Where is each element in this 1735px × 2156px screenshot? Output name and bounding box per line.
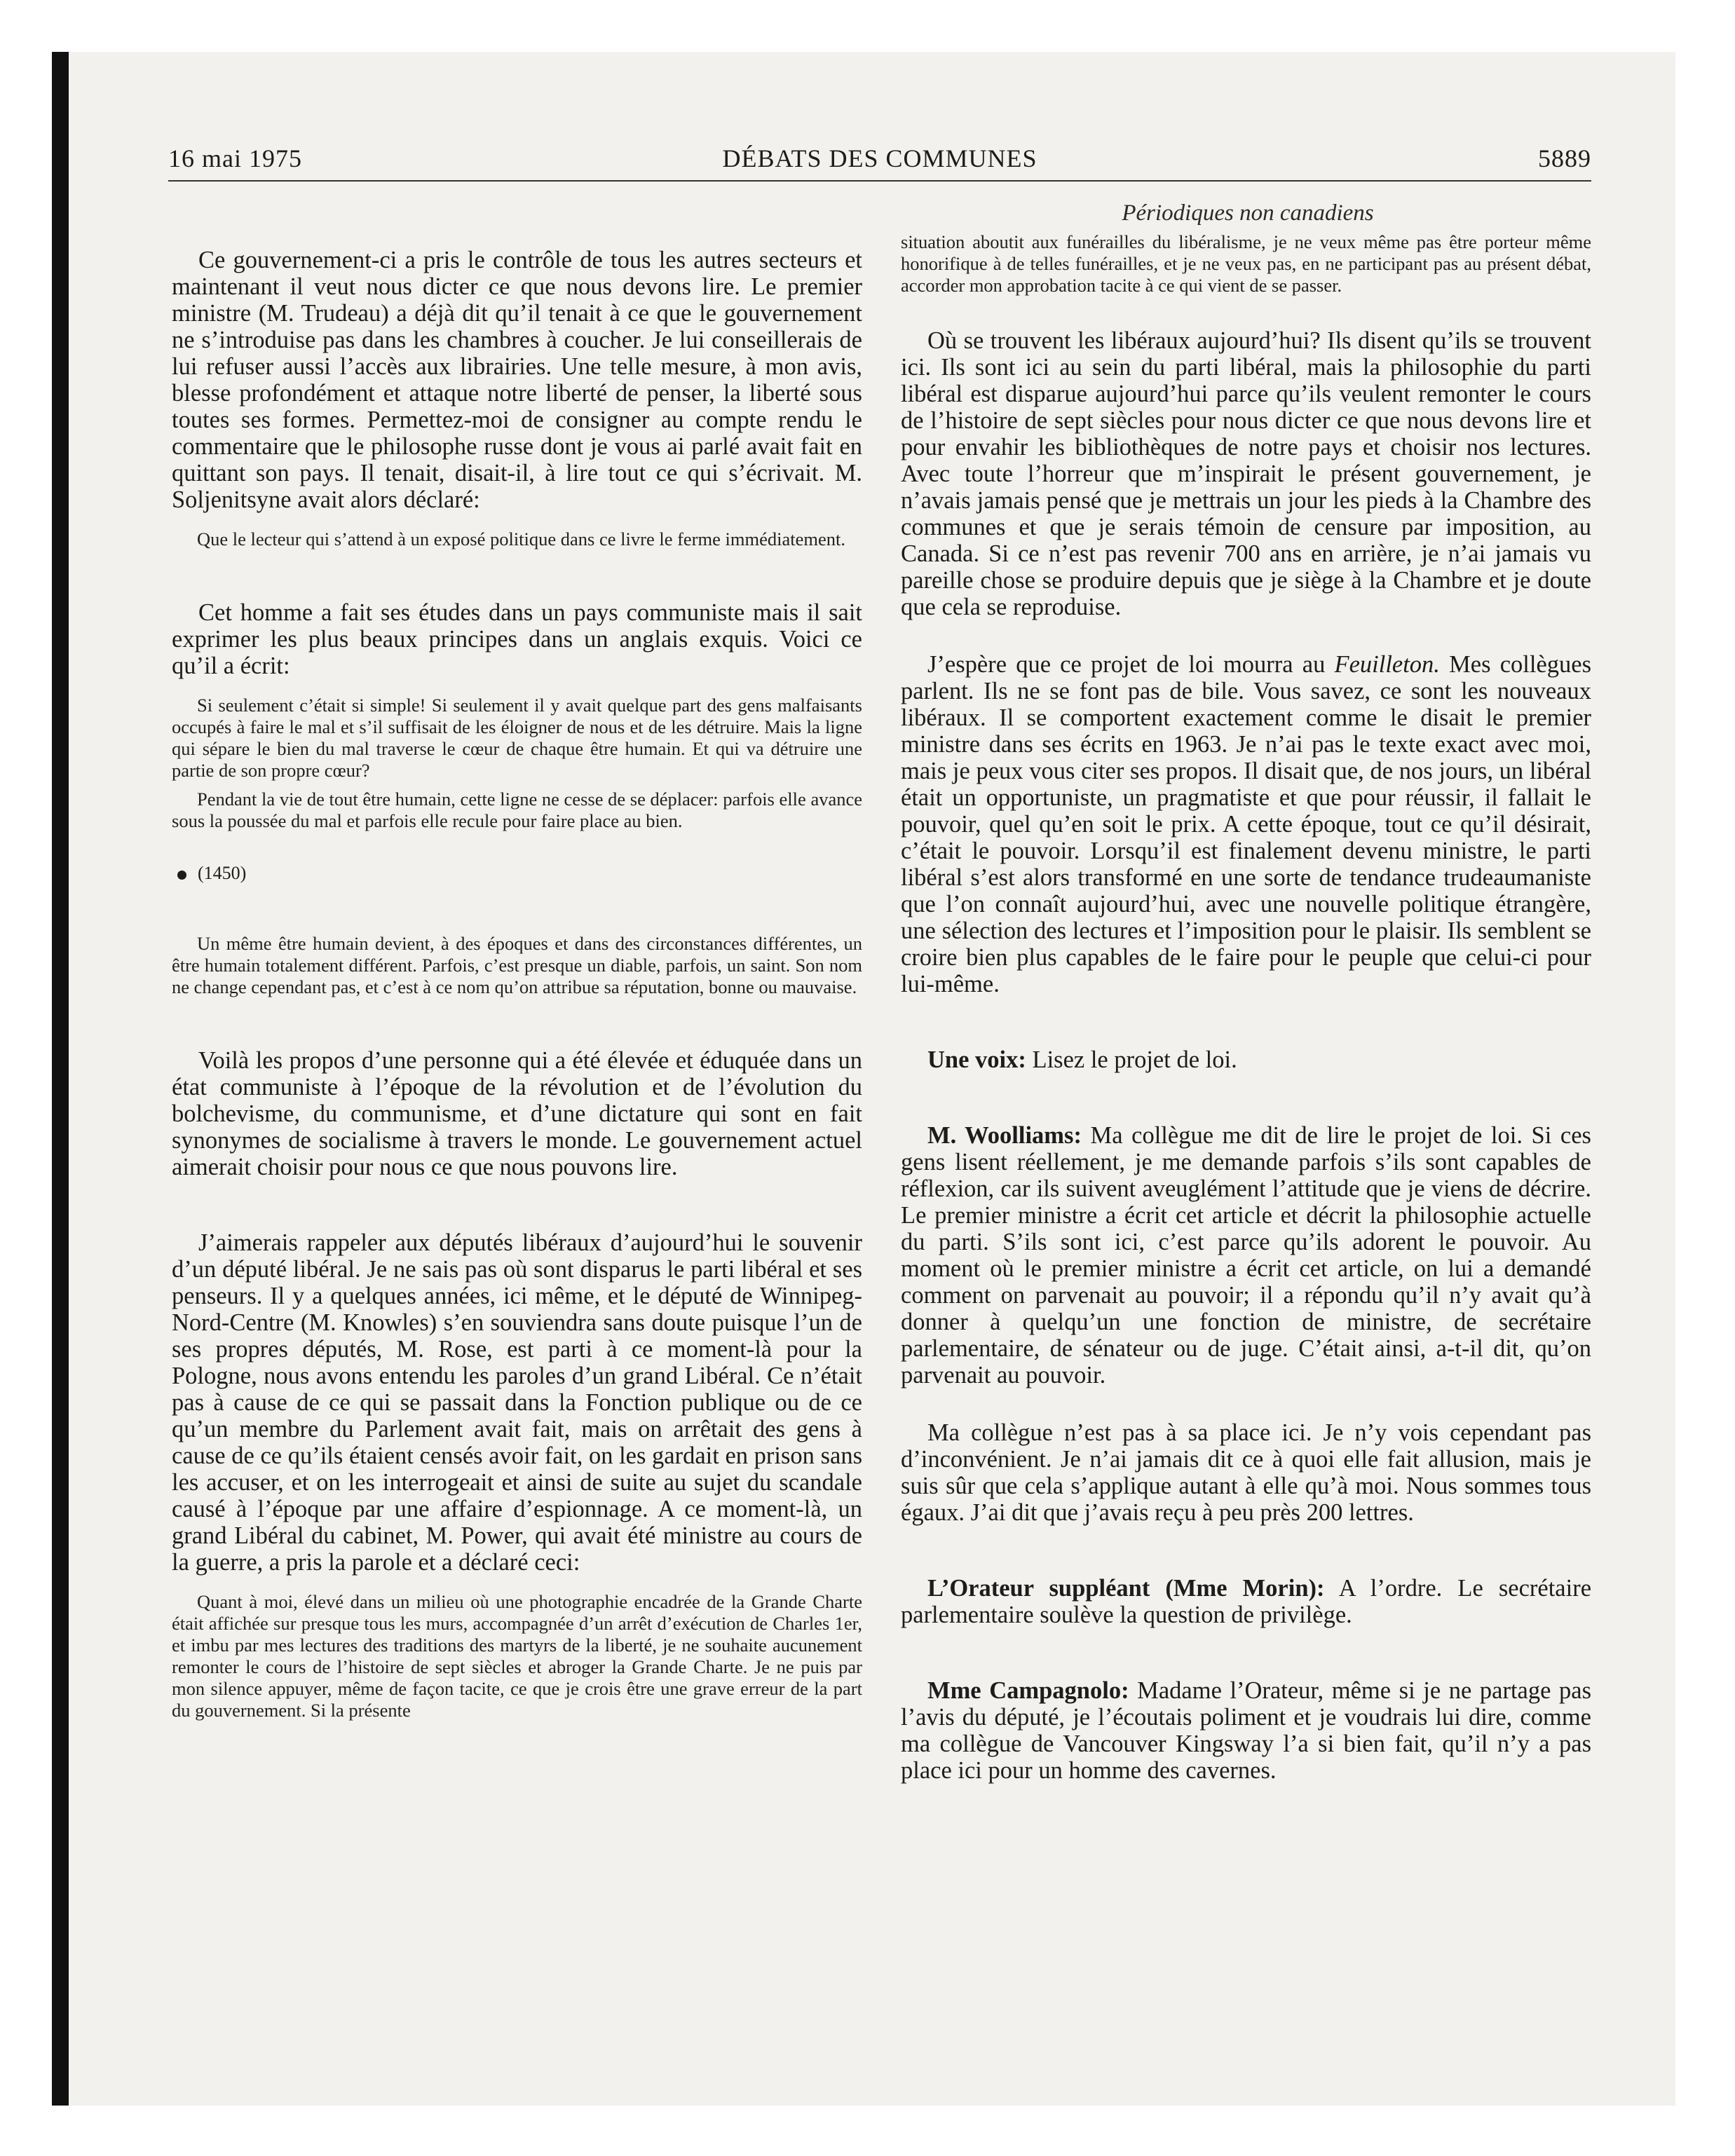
page-header [168,144,1591,182]
quotation: Que le lecteur qui s’attend à un exposé politique dans ce livre le ferme immédiatement. [197,528,845,550]
speaker-statement [901,1575,1591,1628]
paragraph: J’aimerais rappeler aux députés libéraux d’aujourd’hui le souvenir d’un député libéral. Je ne sais pas où sont disparus le parti libéral et ses penseurs. Il y a quelques années, ici même, et le député de Winnipeg-Nord-Centre (M. Knowles) s’en souviendra sans doute puisque l’un de ses propres députés, M. Rose, est parti à ce moment-là pour la Pologne, nous avons entendu les paroles d’un grand Libéral. Ce n’était pas à cause de ce qui se passait dans la Fonction publique ou de ce qu’un membre du Parlement avait fait, mais on arrêtait des gens à cause de ce qu’ils étaient censés avoir fait, on les gardait en prison sans les accuser, et on les interrogeait et ainsi de suite au sujet du scandale causé à l’époque par une affaire d’espionnage. A ce moment-là, un grand Libéral du cabinet, M. Power, qui avait été ministre au cours de la guerre, a pris la parole et a déclaré ceci: [172,1229,862,1576]
speaker-name: Mme Campagnolo: [927,1677,1129,1704]
paragraph: Ce gouvernement-ci a pris le contrôle de tous les autres secteurs et maintenant il veut nous dicter ce que nous devons lire. Le premier ministre (M. Trudeau) a déjà dit qu’il tenait à ce que le gouvernement ne s’introduise pas dans les chambres à coucher. Je lui conseillerais de lui refuser aussi l’accès aux librairies. Une telle mesure, à mon avis, blesse profondément et attaque notre liberté de penser, la liberté sous toutes ses formes. Permettez-moi de consigner au compte rendu le commentaire que le philosophe russe dont je vous ai parlé avait fait en quittant son pays. Il tenait, disait-il, à lire tout ce qui s’écrivait. M. Soljenitsyne avait alors déclaré: [172,247,862,513]
paragraph-text: J’espère que ce projet de loi mourra au [927,651,1335,678]
page-number: 5889 [1538,144,1591,172]
speaker-name: M. Woolliams: [927,1122,1082,1149]
bullet-icon [177,871,186,880]
speaker-statement [901,1046,1591,1073]
quotation: Quant à moi, élevé dans un milieu où une photographie encadrée de la Grande Charte était affichée sur presque tous les murs, accompagnée d’un arrêt d’exécution de Charles 1er, et imbu par mes lectures des traditions des martyrs de la liberté, je ne souhaite aucunement remonter le cours de l’histoire de sept siècles et abroger la Grande Charte. Je ne puis par mon silence appuyer, même de façon tacite, ce que je crois être une grave erreur de la part du gouvernement. Si la présente [172,1591,862,1721]
speaker-text: Lisez le projet de loi. [1026,1046,1237,1073]
speaker-text: Ma collègue me dit de lire le projet de loi. Si ces gens lisent réellement, je me demande parfois s’ils sont capables de réflexion, car ils suivent aveuglément l’attitude que je viens de décrire. Le premier ministre a écrit cet article et décrit la philosophie actuelle du parti. S’ils sont ici, c’est parce qu’ils adorent le pouvoir. Au moment où le premier ministre a écrit cet article, on lui a demandé comment on parvenait au pouvoir; il a répondu qu’il n’y avait qu’à donner à quelqu’un une fonction de ministre, de secrétaire parlementaire, de sénateur ou de juge. C’était ainsi, a-t-il dit, qu’on parvenait au pouvoir. [901,1122,1591,1389]
scan-binding-edge [52,52,69,2106]
paragraph [901,651,1591,997]
paragraph: Cet homme a fait ses études dans un pays communiste mais il sait exprimer les plus beaux principes dans un anglais exquis. Voici ce qu’il a écrit: [172,599,862,679]
paragraph: Voilà les propos d’une personne qui a été élevée et éduquée dans un état communiste à l’époque de la révolution et de l’évolution du bolchevisme, du communisme, et d’une dictature qui sont en fait synonymes de socialisme à travers le monde. Le gouvernement actuel aimerait choisir pour nous ce que nous pouvons lire. [172,1047,862,1180]
running-head: Périodiques non canadiens [1122,200,1374,226]
speaker-statement [901,1122,1591,1389]
speaker-text: Madame l’Orateur, même si je ne partage pas l’avis du député, je l’écoutais poliment et je voudrais lui dire, comme ma collègue de Vancouver Kingsway l’a si bien fait, qu’il n’y a pas place ici pour un homme des cavernes. [901,1677,1592,1784]
quotation: Pendant la vie de tout être humain, cette ligne ne cesse de se déplacer: parfois elle avance sous la poussée du mal et parfois elle recule pour faire place au bien. [172,789,862,831]
right-column [901,231,1591,1784]
timestamp-marker [172,863,862,884]
header-title: DÉBATS DES COMMUNES [722,144,1037,172]
speaker-name: Une voix: [927,1046,1026,1073]
paragraph: Où se trouvent les libéraux aujourd’hui? Ils disent qu’ils se trouvent ici. Ils sont ici au sein du parti libéral, mais la philosophie du parti libéral est disparue aujourd’hui parce qu’ils veulent remonter le cours de l’histoire de sept siècles pour nous dicter ce que nous devons lire et pour envahir les bibliothèques de notre pays et choisir nos lectures. Avec toute l’horreur que m’inspirait le présent gouvernement, je n’avais jamais pensé que je mettrais un jour les pieds à la Chambre des communes et que je serais témoin de censure par imposition, au Canada. Si ce n’est pas revenir 700 ans en arrière, je n’ai jamais vu pareille chose se produire depuis que je siège à la Chambre et je doute que cela se reproduise. [901,327,1591,620]
speaker-statement [901,1677,1591,1784]
left-column [172,231,862,1721]
speaker-text: A l’ordre. Le secrétaire parlementaire soulève la question de privilège. [901,1575,1592,1628]
quotation: Un même être humain devient, à des époques et dans des circonstances différentes, un être humain totalement différent. Parfois, c’est presque un diable, parfois, un saint. Son nom ne change cependant pas, et c’est à ce nom qu’on attribue sa réputation, bonne ou mauvaise. [172,933,862,997]
speaker-name: L’Orateur suppléant (Mme Morin): [927,1575,1325,1602]
paragraph: Ma collègue n’est pas à sa place ici. Je n’y vois cependant pas d’inconvénient. Je n’ai jamais dit ce à quoi elle fait allusion, mais je suis sûr que cela s’applique autant à elle qu’à moi. Nous sommes tous égaux. J’ai dit que j’avais reçu à peu près 200 lettres. [901,1419,1591,1526]
quotation-continued: situation aboutit aux funérailles du libéralisme, je ne veux même pas être porteur même honorifique à de telles funérailles, et je ne veux pas, en ne participant pas au présent débat, accorder mon approbation tacite à ce qui vient de se passer. [901,231,1591,296]
timestamp-text: (1450) [198,863,247,883]
italic-term: Feuilleton. [1334,651,1440,678]
header-date: 16 mai 1975 [168,144,302,172]
quotation: Si seulement c’était si simple! Si seulement il y avait quelque part des gens malfaisants occupés à faire le mal et s’il suffisait de les éloigner de nous et de les détruire. Mais la ligne qui sépare le bien du mal traverse le cœur de chaque être humain. Et qui va détruire une partie de son propre cœur? [172,695,862,781]
paragraph-text: Mes collègues parlent. Ils ne se font pas de bile. Vous savez, ce sont les nouveaux libéraux. Il se comportent exactement comme le disait le premier ministre dans ses écrits en 1963. Je n’ai pas le texte exact avec moi, mais je peux vous citer ses propos. Il disait que, de nos jours, un libéral était un opportuniste, un pragmatiste et que pour réussir, il fallait le pouvoir, quel qu’en soit le prix. A cette époque, tout ce qu’il désirait, c’était le pouvoir. Lorsqu’il est finalement devenu ministre, le parti libéral s’est alors transformé en une sorte de tendance trudeaumaniste que l’on connaît aujourd’hui, avec une nouvelle politique étrangère, une sélection des lectures et l’imposition pour le plaisir. Ils semblent se croire bien plus capables de le faire pour le peuple que celui-ci pour lui-même. [901,651,1591,997]
